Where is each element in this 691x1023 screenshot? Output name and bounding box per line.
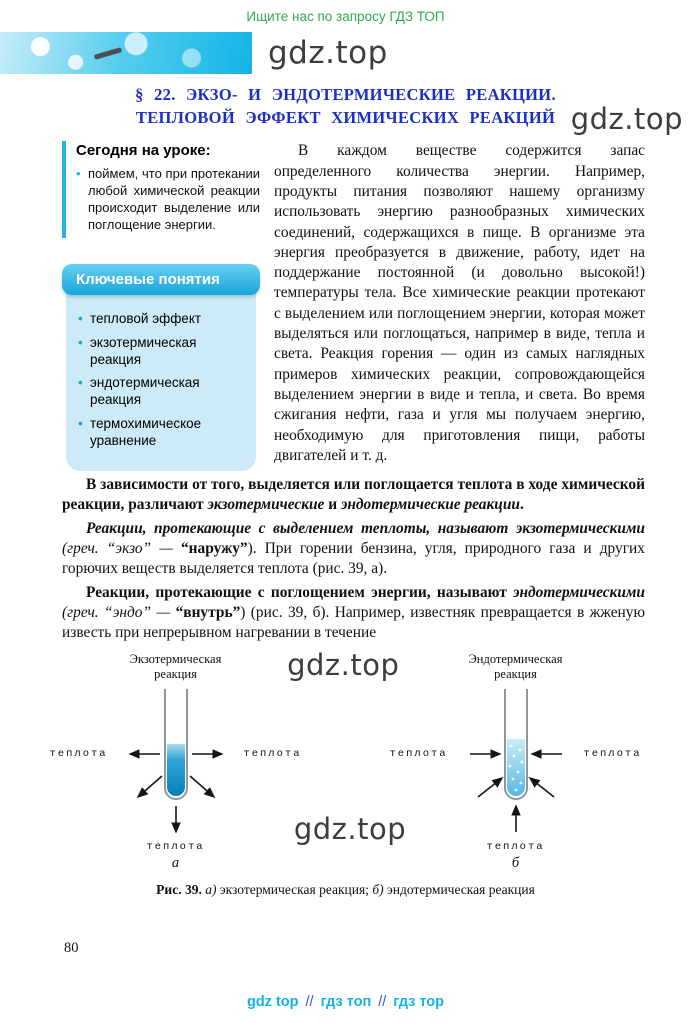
key-concepts-box <box>62 264 260 471</box>
heat-label-bottom: теплота <box>146 840 205 853</box>
paragraph-exothermic <box>62 519 645 580</box>
key-concepts-list <box>66 286 256 471</box>
two-column-area <box>0 129 691 471</box>
key-concept-item: • эндотермическая реакция <box>78 375 248 409</box>
heat-label-bottom: теплота <box>486 840 545 853</box>
text-segment: и <box>324 496 341 514</box>
chapter-title <box>0 83 691 137</box>
figure-exothermic-title: Экзотермическая реакция <box>129 651 222 681</box>
footer-link-2[interactable]: гдз топ <box>320 994 372 1010</box>
main-text-column <box>274 141 645 471</box>
banner-image <box>0 32 252 74</box>
text-segment: “наружу” <box>180 539 248 557</box>
text-segment: (греч. “экзо” — <box>62 539 181 557</box>
header <box>0 31 691 75</box>
title-line-2: ТЕПЛОВОЙ ЭФФЕКТ ХИМИЧЕСКИХ РЕАКЦИЙ <box>135 108 556 128</box>
today-list <box>76 166 260 234</box>
brand-watermark: gdz.top <box>268 35 388 71</box>
text-segment: “внутрь” <box>175 603 241 621</box>
caption-prefix: Рис. 39. <box>156 881 202 897</box>
title-watermark: gdz.top <box>570 102 683 137</box>
heat-label-left: теплота <box>49 747 108 760</box>
figure-endothermic-title: Эндотермическая реакция <box>468 651 563 681</box>
text-segment: . <box>519 496 524 514</box>
paragraph-intro: В каждом веществе содержится запас определенного количества энергии. Например, продукты питания позволяют нашему организму использовать энергию разнообразных химических соединений, содержащихся в пище. В организме эта энергия преобразуется в движение, работу, идет на поддержание постоянной (и довольно высокой!) температуры тела. Все химические реакции протекают с выделением или поглощением энергии, которая может выделяться или поглощаться, например в виде, тепла и света. Реакция горения — один из самых наглядных примеров химических реакции, сопровождающейся выделением энергии в виде и тепла, и света. Во время сжигания нефти, газа и угля мы получаем энергию, необходимую для приготовления пищи, работы двигателей и т. д. <box>274 142 645 465</box>
text-segment: Реакции, протекающие с поглощением энергии, называют <box>86 583 514 601</box>
figure-letter-a: а <box>171 854 180 871</box>
footer-link-3[interactable]: гдз тор <box>393 994 445 1010</box>
today-on-lesson-box <box>62 141 260 238</box>
text-segment: В зависимости от того, выделяется или поглощается теплота в ходе химической реакции, различают <box>62 475 645 514</box>
footer-separator: // <box>378 994 387 1010</box>
term-exothermic: экзотермические <box>207 496 325 514</box>
key-concept-item: • экзотермическая реакция <box>78 335 248 369</box>
paragraph-definitions <box>62 475 645 516</box>
term-endothermic: эндотермические реакции <box>340 496 520 514</box>
figure-watermark-bottom: gdz.top <box>293 811 407 846</box>
full-width-text <box>0 471 691 644</box>
title-line-1: § 22. ЭКЗО- И ЭНДОТЕРМИЧЕСКИЕ РЕАКЦИИ. <box>135 85 556 104</box>
text-segment: ). При горении бензина, угля, природного газа и других горючих веществ выделяется теплота (рис. 39, а). <box>62 539 645 578</box>
top-note: Ищите нас по запросу ГДЗ ТОП <box>246 9 445 24</box>
figure-39 <box>0 647 691 898</box>
sidebar <box>62 141 260 471</box>
definition-endothermic: эндотермическими <box>513 583 645 601</box>
heat-label-left: теплота <box>389 747 448 760</box>
figure-exothermic <box>33 652 319 872</box>
footer-link-1[interactable]: gdz top <box>246 994 299 1010</box>
definition-exothermic: Реакции, протекающие с выделением теплоты, называют экзотермическими <box>86 519 645 537</box>
heat-label-right: теплота <box>583 747 642 760</box>
key-concepts-heading: Ключевые понятия <box>62 264 260 295</box>
key-concept-item: • термохимическое уравнение <box>78 416 248 450</box>
caption-letter-b: б) <box>368 881 384 897</box>
today-heading: Сегодня на уроке: <box>76 142 211 160</box>
today-item: • поймем, что при протекании любой химической реакции происходит выделение или поглощение энергии. <box>76 166 260 234</box>
footer-links <box>0 994 691 1010</box>
exothermic-tube-diagram <box>88 684 264 840</box>
key-concept-item: • тепловой эффект <box>78 311 248 328</box>
caption-letter-a: а) <box>201 881 217 897</box>
figure-watermark-top: gdz.top <box>287 647 400 682</box>
paragraph-endothermic <box>62 583 645 644</box>
figure-endothermic <box>373 652 659 872</box>
figure-letter-b: б <box>511 854 520 871</box>
figure-caption <box>0 882 691 898</box>
heat-label-right: теплота <box>243 747 302 760</box>
caption-text-b: эндотермическая реакция <box>383 881 535 897</box>
text-segment: (греч. “эндо” — <box>62 603 176 621</box>
page-number: 80 <box>64 940 79 956</box>
footer-separator: // <box>305 994 314 1010</box>
caption-text-a: экзотермическая реакция; <box>216 881 369 897</box>
endothermic-tube-diagram <box>428 684 604 840</box>
text-segment: ) (рис. 39, б). Например, известняк превращается в жженую известь при непрерывном нагревании в течение <box>62 603 645 642</box>
pen-icon <box>94 47 122 60</box>
